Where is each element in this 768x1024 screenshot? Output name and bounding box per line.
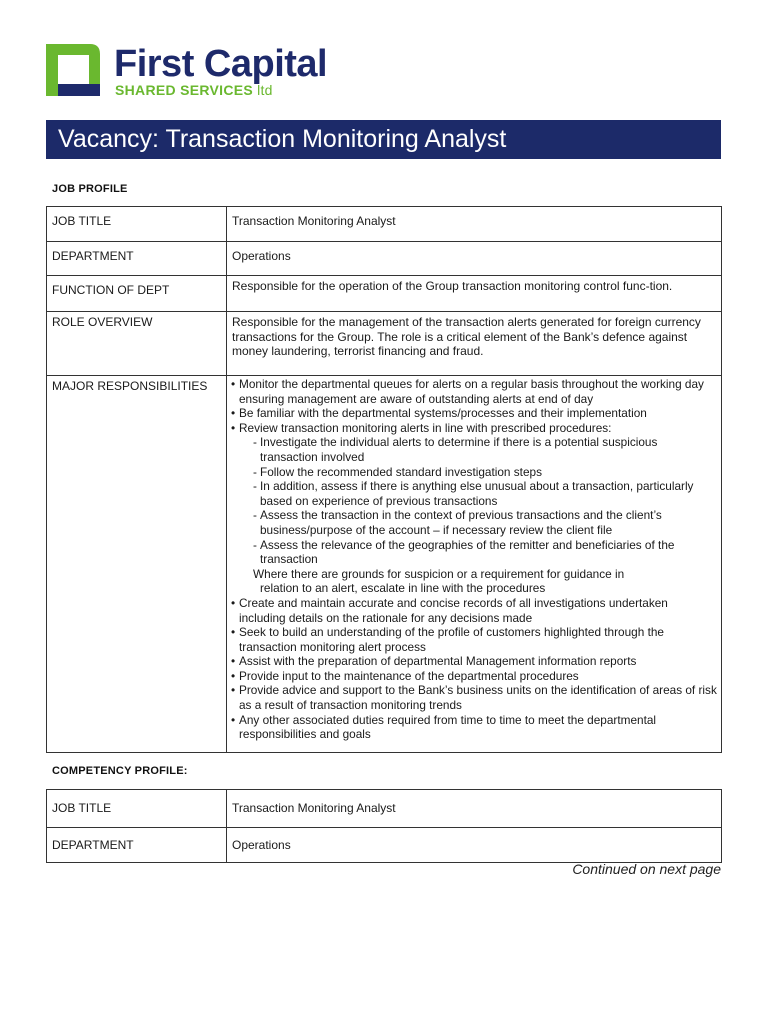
company-logo	[46, 42, 346, 98]
row-value: Operations	[227, 828, 722, 863]
row-value: Transaction Monitoring Analyst	[227, 207, 722, 242]
list-item: - Investigate the individual alerts to determine if there is a potential suspicious transaction involved	[253, 435, 717, 464]
row-label: JOB TITLE	[47, 790, 227, 828]
table-row	[47, 312, 722, 376]
table-row	[47, 207, 722, 242]
row-value: Operations	[227, 242, 722, 276]
list-item: • Review transaction monitoring alerts in line with prescribed procedures:	[231, 421, 717, 436]
list-item: • Seek to build an understanding of the profile of customers highlighted through the transaction monitoring alert process	[231, 625, 717, 654]
row-label: MAJOR RESPONSIBILITIES	[47, 376, 227, 753]
job-profile-table	[46, 206, 722, 753]
list-item: • Be familiar with the departmental systems/processes and their implementation	[231, 406, 717, 421]
job-profile-heading: JOB PROFILE	[52, 183, 128, 195]
list-item: - Assess the transaction in the context of previous transactions and the client’s business/purpose of the account – if necessary review the client file	[253, 508, 717, 537]
list-item: • Assist with the preparation of departmental Management information reports	[231, 654, 717, 669]
procedure-sub-list	[231, 435, 717, 566]
first-capital-logo-icon	[46, 44, 100, 96]
row-label: DEPARTMENT	[47, 242, 227, 276]
continued-note: Continued on next page	[572, 861, 721, 877]
row-label: DEPARTMENT	[47, 828, 227, 863]
logo-subtitle	[115, 82, 273, 98]
list-item: • Monitor the departmental queues for alerts on a regular basis throughout the working day ensuring management are aware of outstanding alerts at end of day	[231, 377, 717, 406]
escalation-note-cont: relation to an alert, escalate in line with the procedures	[260, 581, 546, 596]
responsibilities-list-continued	[231, 596, 717, 742]
row-value: Transaction Monitoring Analyst	[227, 790, 722, 828]
table-row	[47, 790, 722, 828]
list-item: - Follow the recommended standard investigation steps	[253, 465, 717, 480]
escalation-note-text: Where there are grounds for suspicion or a requirement for guidance in	[253, 566, 625, 581]
row-value: Responsible for the operation of the Group transaction monitoring control func-tion.	[227, 276, 722, 312]
responsibilities-list-cell	[227, 376, 722, 753]
escalation-note	[231, 567, 717, 596]
vacancy-title-banner: Vacancy: Transaction Monitoring Analyst	[46, 120, 721, 159]
list-item: • Any other associated duties required from time to time to meet the departmental responsibilities and goals	[231, 713, 717, 742]
competency-profile-heading: COMPETENCY PROFILE:	[52, 765, 188, 777]
logo-ltd: ltd	[257, 82, 273, 98]
row-value: Responsible for the management of the transaction alerts generated for foreign currency transactions for the Group. The role is a critical element of the Bank’s defence against money laundering, terrorist financing and fraud.	[227, 312, 722, 376]
responsibilities-list	[231, 377, 717, 435]
row-label: FUNCTION OF DEPT	[47, 276, 227, 312]
list-item: • Provide input to the maintenance of the departmental procedures	[231, 669, 717, 684]
logo-name: First Capital	[114, 43, 328, 85]
table-row	[47, 828, 722, 863]
list-item: • Create and maintain accurate and concise records of all investigations undertaken including details on the rationale for any decisions made	[231, 596, 717, 625]
competency-profile-table	[46, 789, 722, 863]
list-item: - In addition, assess if there is anything else unusual about a transaction, particularly based on experience of previous transactions	[253, 479, 717, 508]
row-label: ROLE OVERVIEW	[47, 312, 227, 376]
row-label: JOB TITLE	[47, 207, 227, 242]
table-row	[47, 276, 722, 312]
table-row	[47, 242, 722, 276]
list-item: • Provide advice and support to the Bank’s business units on the identification of areas of risk as a result of transaction monitoring trends	[231, 683, 717, 712]
table-row	[47, 376, 722, 753]
list-item: - Assess the relevance of the geographies of the remitter and beneficiaries of the transaction	[253, 538, 717, 567]
logo-sub-text: SHARED SERVICES	[115, 82, 254, 98]
